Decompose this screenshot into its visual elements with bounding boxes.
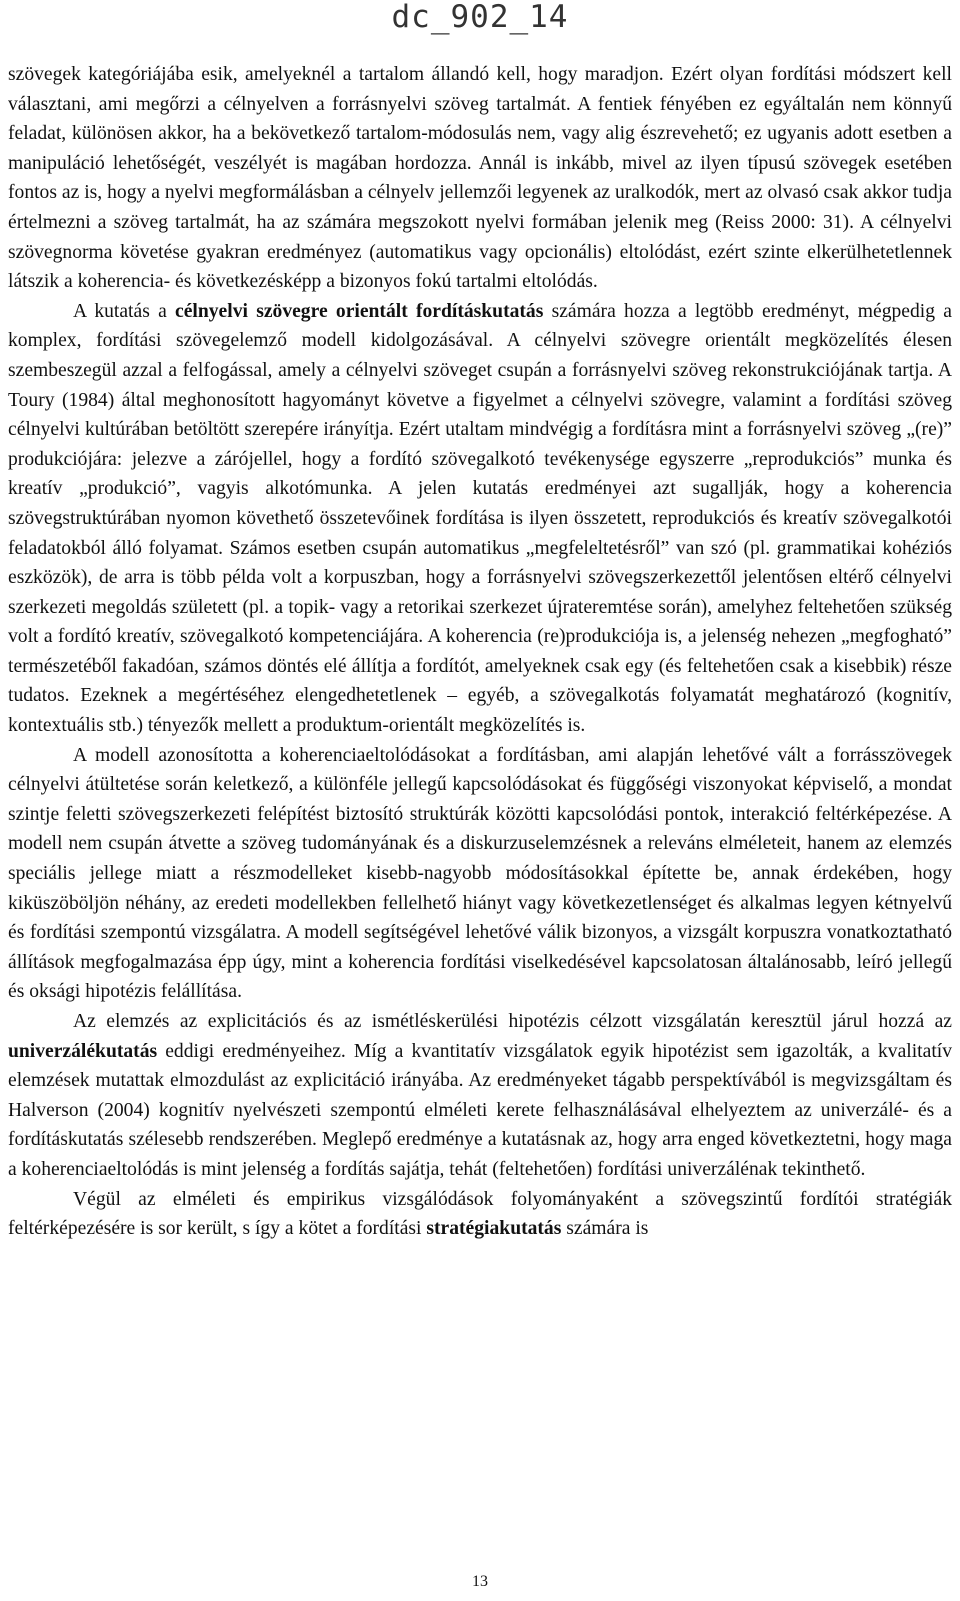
text-run: szövegek kategóriájába esik, amelyeknél a tartalom állandó kell, hogy maradjon. Ezért olyan fordítási módszert kell választani, ami megőrzi a célnyelven a forrásnyelvi szöveg tartalmát. A fentiek fényében ez egyáltalán nem könnyű feladat, különösen akkor, ha a bekövetkező tartalom-módosulás nem, vagy alig észrevehető; ez ugyanis adott esetben a manipuláció lehetőségét, veszélyét is magában hordozza. Annál is inkább, mivel az ilyen típusú szövegek esetében fontos az is, hogy a nyelvi megformálásban a célnyelv jellemzői legyenek az uralkodók, mert az olvasó csak akkor tudja értelmezni a szöveg tartalmát, ha az számára megszokott nyelvi formában jelenik meg (Reiss 2000: 31). A célnyelvi szövegnorma követése gyakran eredményez (automatikus vagy opcionális) eltolódást, ezért szinte elkerülhetetlennek látszik a koherencia- és következésképp a bizonyos fokú tartalmi eltolódás. bbox=[8, 64, 952, 293]
text-run: Végül az elméleti és empirikus vizsgálódások folyományaként a szövegszintű fordítói stratégiák feltérképezésére is sor került, s így a kötet a fordítási bbox=[8, 1188, 952, 1240]
paragraph-p5 bbox=[8, 1185, 952, 1244]
text-run: eddigi eredményeihez. Míg a kvantitatív vizsgálatok egyik hipotézist sem igazolták, a kvalitatív elemzések mutattak elmozdulást az explicitáció irányába. Az eredményeket tágabb perspektívából is megvizsgáltam és Halverson (2004) kognitív nyelvészeti szempontú elméleti kerete felhasználásával elhelyeztem az univerzálé- és a fordításkutatás szélesebb rendszerében. Meglepő eredménye a kutatásnak az, hogy arra enged következtetni, hogy maga a koherenciaeltolódás is mint jelenség a fordítás sajátja, tehát (feltehetően) fordítási univerzálénak tekinthető. bbox=[8, 1040, 952, 1180]
text-run: A kutatás a bbox=[73, 300, 176, 322]
bold-term: univerzálékutatás bbox=[8, 1040, 158, 1062]
paragraph-p1 bbox=[8, 60, 952, 297]
document-id-header: dc_902_14 bbox=[391, 0, 569, 35]
document-body bbox=[8, 60, 952, 1244]
text-run: Az elemzés az explicitációs és az ismétléskerülési hipotézis célzott vizsgálatán keresztül járul hozzá az bbox=[73, 1011, 952, 1032]
text-run: számára hozza a legtöbb eredményt, mégpedig a komplex, fordítási szövegelemző modell kidolgozásával. A célnyelvi szövegre orientált megközelítés élesen szembeszegül azzal a felfogással, amely a célnyelvi szöveget csupán a forrásnyelvi szöveg rekonstrukciójának tartja. A Toury (1984) által meghonosított hagyományt követve a figyelmet a célnyelvi szövegre, valamint a fordítási szöveg célnyelvi kultúrában betöltött szerepére irányítja. Ezért utaltam mindvégig a fordításra mint a forrásnyelvi szöveg „(re)” produkciójára: jelezve a zárójellel, hogy a fordító szövegalkotó tevékenysége egyszerre „reprodukciós” munka és kreatív „produkció”, vagyis alkotómunka. A jelen kutatás eredményei azt sugallják, hogy a koherencia szövegstruktúrában nyomon követhető összetevőinek fordítása is ilyen összetett, reprodukciós és kreatív szövegalkotói feladatokból álló folyamat. Számos esetben csupán automatikus „megfeleltetésről” van szó (pl. grammatikai kohéziós eszközök), de arra is több példa volt a korpuszban, hogy a forrásnyelvi szövegszerkezettől jelentősen eltérő célnyelvi szerkezeti megoldás született (pl. a topik- vagy a retorikai szerkezet újrateremtése során), amelyhez feltehetően szükség volt a fordító kreatív, szövegalkotó kompetenciájára. A koherencia (re)produkciója is, a jelenség nehezen „megfogható” természetéből fakadóan, számos döntés elé állítja a fordítót, amelyeknek csak egy (és feltehetően csak a kisebbik) része tudatos. Ezeknek a megértéséhez elengedhetetlenek – egyéb, a szövegalkotás folyamatát meghatározó (kognitív, kontextuális stb.) tényezők mellett a produktum-orientált megközelítés is. bbox=[8, 300, 952, 737]
text-run: A modell azonosította a koherenciaeltolódásokat a fordításban, ami alapján lehetővé vált a forrásszövegek célnyelvi átültetése során keletkező, a különféle jellegű kapcsolódásokat és függőségi viszonyokat képviselő, a mondat szintje feletti szövegszerkezeti felépítést biztosító struktúrák közötti kapcsolódási pontok, interakció feltérképezése. A modell nem csupán átvette a szöveg tudományának és a diskurzuselemzésnek a releváns elméleteit, hanem az elemzés speciális jellege miatt a részmodelleket kisebb-nagyobb módosításokkal építette be, annak érdekében, hogy kiküszöböljön néhány, az eredeti modellekben fellelhető hiányt vagy következetlenséget és alkalmas legyen kétnyelvű és fordítási szempontú vizsgálatra. A modell segítségével lehetővé válik bizonyos, a vizsgált korpuszra vonatkoztatható állítások megfogalmazása épp úgy, mint a koherencia fordítási viselkedésével kapcsolatosan általánosabb, leíró jellegű és oksági hipotézis felállítása. bbox=[8, 744, 952, 1003]
bold-term: stratégiakutatás bbox=[426, 1218, 562, 1240]
text-run: számára is bbox=[561, 1218, 649, 1240]
paragraph-p2 bbox=[8, 297, 952, 741]
bold-term: célnyelvi szövegre orientált fordításkutatás bbox=[175, 300, 544, 322]
paragraph-p4 bbox=[8, 1007, 952, 1185]
paragraph-p3 bbox=[8, 741, 952, 1007]
page-number: 13 bbox=[472, 1573, 488, 1590]
